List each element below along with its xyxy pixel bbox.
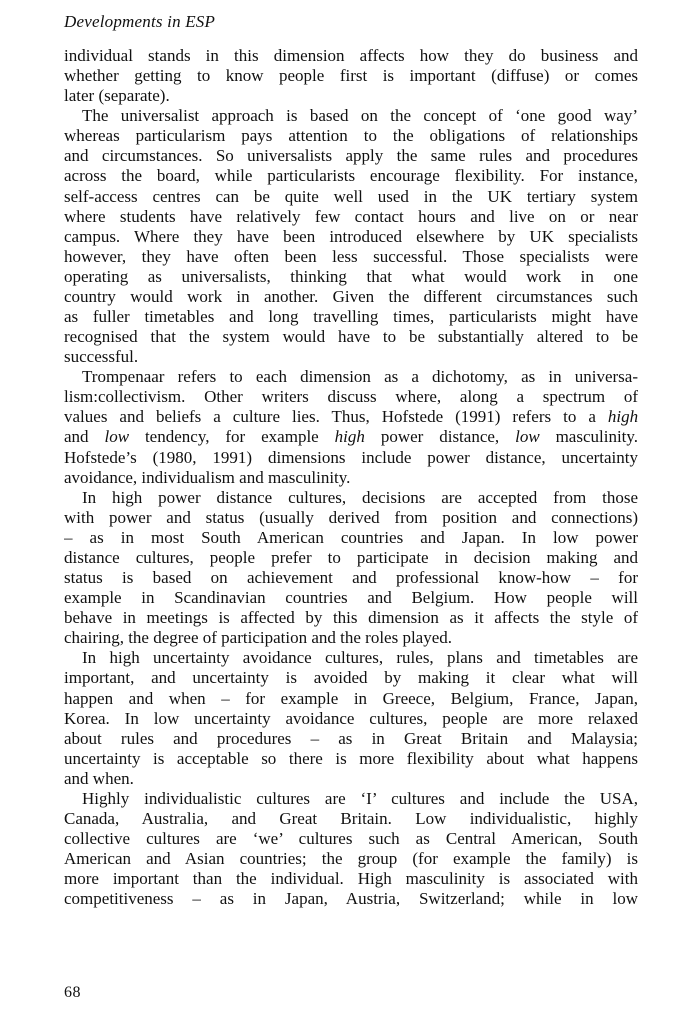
text-line: chairing, the degree of participation and the roles played. <box>64 628 453 648</box>
text-line: with power and status (usually derived from position and connections) <box>64 507 638 527</box>
text-line: American and Asian countries; the group (for example the family) is <box>64 849 638 869</box>
text-line: across the board, while particularists encourage flexibility. For instance, <box>64 166 638 186</box>
text-line: successful. <box>64 347 139 367</box>
text-line: operating as universalists, thinking that what would work in one <box>64 266 638 286</box>
text-line: recognised that the system would have to be substantially altered to be <box>64 327 638 347</box>
text-line: uncertainty is acceptable so there is more flexibility about what happens <box>64 748 638 768</box>
text-line: however, they have often been less successful. Those specialists were <box>64 246 638 266</box>
text-line: status is based on achievement and professional know-how – for <box>64 568 638 588</box>
text-line: whether getting to know people first is important (diffuse) or comes <box>64 66 638 86</box>
text-line: and circumstances. So universalists apply the same rules and procedures <box>64 146 638 166</box>
text-line: The universalist approach is based on the concept of ‘one good way’ <box>82 106 638 126</box>
text-line: about rules and procedures – as in Great Britain and Malaysia; <box>64 728 638 748</box>
text-line: important, and uncertainty is avoided by making it clear what will <box>64 668 638 688</box>
text-line: where students have relatively few contact hours and live on or near <box>64 206 638 226</box>
text-line: values and beliefs a culture lies. Thus, Hofstede (1991) refers to a high <box>64 407 638 427</box>
text-line: happen and when – for example in Greece, Belgium, France, Japan, <box>64 688 638 708</box>
text-line: distance cultures, people prefer to participate in decision making and <box>64 547 638 567</box>
text-line: example in Scandinavian countries and Belgium. How people will <box>64 588 638 608</box>
text-line: and low tendency, for example high power distance, low masculinity. <box>64 427 638 447</box>
text-line: whereas particularism pays attention to the obligations of relationships <box>64 126 638 146</box>
text-line: more important than the individual. High masculinity is associated with <box>64 869 638 889</box>
text-line: self-access centres can be quite well used in the UK tertiary system <box>64 186 638 206</box>
body-text <box>64 46 638 909</box>
text-line: In high power distance cultures, decisions are accepted from those <box>82 487 638 507</box>
text-line: – as in most South American countries and Japan. In low power <box>64 527 638 547</box>
text-line: avoidance, individualism and masculinity. <box>64 467 351 487</box>
text-line: individual stands in this dimension affects how they do business and <box>64 46 638 65</box>
text-line: Canada, Australia, and Great Britain. Low individualistic, highly <box>64 808 638 828</box>
text-line: collective cultures are ‘we’ cultures such as Central American, South <box>64 829 638 849</box>
text-line: campus. Where they have been introduced elsewhere by UK specialists <box>64 226 638 246</box>
text-line: Korea. In low uncertainty avoidance cultures, people are more relaxed <box>64 708 638 728</box>
text-line: and when. <box>64 768 134 788</box>
text-line: Highly individualistic cultures are ‘I’ cultures and include the USA, <box>82 788 638 808</box>
text-line: later (separate). <box>64 86 170 106</box>
text-line: behave in meetings is affected by this dimension as it affects the style of <box>64 608 638 628</box>
text-line: In high uncertainty avoidance cultures, rules, plans and timetables are <box>82 648 638 668</box>
running-head: Developments in ESP <box>64 12 216 31</box>
text-line: lism:collectivism. Other writers discuss where, along a spectrum of <box>64 387 638 407</box>
text-line: as fuller timetables and long travelling times, particularists might have <box>64 307 638 327</box>
page-number: 68 <box>64 984 81 1001</box>
text-line: Trompenaar refers to each dimension as a dichotomy, as in universa- <box>82 367 638 387</box>
text-line: country would work in another. Given the different circumstances such <box>64 286 638 306</box>
text-line: competitiveness – as in Japan, Austria, Switzerland; while in low <box>64 889 638 909</box>
text-line: Hofstede’s (1980, 1991) dimensions include power distance, uncertainty <box>64 447 638 467</box>
